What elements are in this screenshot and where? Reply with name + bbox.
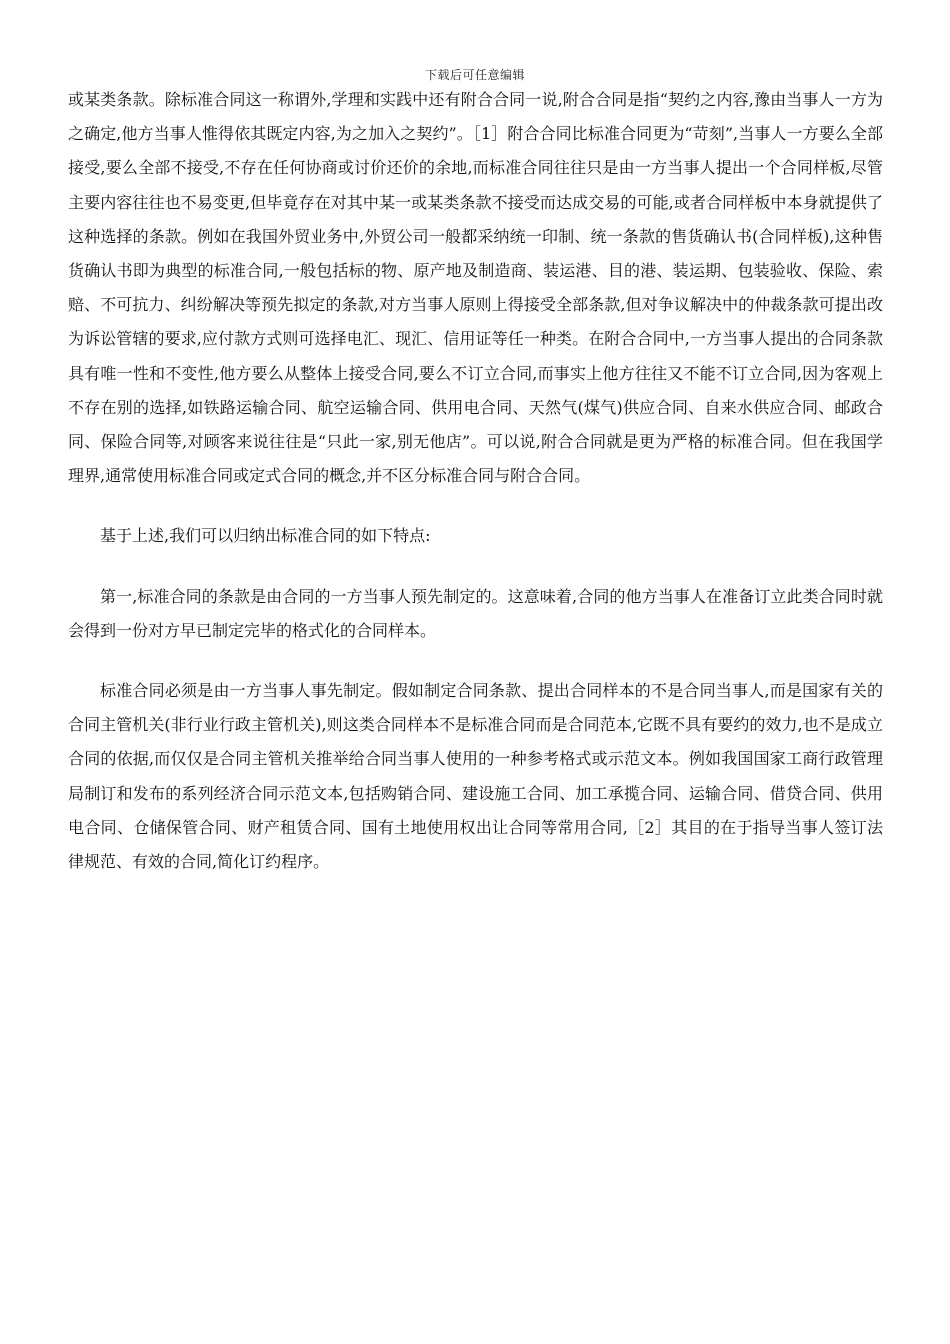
paragraph-summary-intro: 基于上述,我们可以归纳出标准合同的如下特点: bbox=[100, 526, 431, 546]
paragraph-standard-contract-definition: 标准合同必须是由一方当事人事先制定。假如制定合同条款、提出合同样本的不是合同当事人,而是国家有关的合同主管机关(非行业行政主管机关),则这类合同样本不是标准合同而是合同范本,它既不具有要约的效力,也不是成立合同的依据,而仅仅是合同主管机关推举给合同当事人使用的一种参考格式或示范文本。例如我国国家工商行政管理局制订和发布的系列经济合同示范文本,包括购销合同、建设施工合同、加工承揽合同、运输合同、借贷合同、供用电合同、仓储保管合同、财产租赁合同、国有土地使用权出让合同等常用合同,［2］其目的在于指导当事人签订法律规范、有效的合同,简化订约程序。 bbox=[68, 681, 883, 872]
document-body bbox=[68, 83, 883, 905]
paragraph-continuation: 或某类条款。除标准合同这一称谓外,学理和实践中还有附合合同一说,附合合同是指“契约之内容,豫由当事人一方为之确定,他方当事人惟得依其既定内容,为之加入之契约”。［1］附合合同比标准合同更为“苛刻”,当事人一方要么全部接受,要么全部不接受,不存在任何协商或讨价还价的余地,而标准合同往往只是由一方当事人提出一个合同样板,尽管主要内容往往也不易变更,但毕竟存在对其中某一或某类条款不接受而达成交易的可能,或者合同样板中本身就提供了这种选择的条款。例如在我国外贸业务中,外贸公司一般都采纳统一印制、统一条款的售货确认书(合同样板),这种售货确认书即为典型的标准合同,一般包括标的物、原产地及制造商、装运港、目的港、装运期、包装验收、保险、索赔、不可抗力、纠纷解决等预先拟定的条款,对方当事人原则上得接受全部条款,但对争议解决中的仲裁条款可提出改为诉讼管辖的要求,应付款方式则可选择电汇、现汇、信用证等任一种类。在附合合同中,一方当事人提出的合同条款具有唯一性和不变性,他方要么从整体上接受合同,要么不订立合同,而事实上他方往往又不能不订立合同,因为客观上不存在别的选择,如铁路运输合同、航空运输合同、供用电合同、天然气(煤气)供应合同、自来水供应合同、邮政合同、保险合同等,对顾客来说往往是“只此一家,别无他店”。可以说,附合合同就是更为严格的标准合同。但在我国学理界,通常使用标准合同或定式合同的概念,并不区分标准合同与附合合同。 bbox=[68, 90, 883, 486]
paragraph-first-feature: 第一,标准合同的条款是由合同的一方当事人预先制定的。这意味着,合同的他方当事人在准备订立此类合同时就会得到一份对方早已制定完毕的格式化的合同样本。 bbox=[68, 586, 883, 640]
page-header-note: 下载后可任意编辑 bbox=[424, 68, 525, 82]
